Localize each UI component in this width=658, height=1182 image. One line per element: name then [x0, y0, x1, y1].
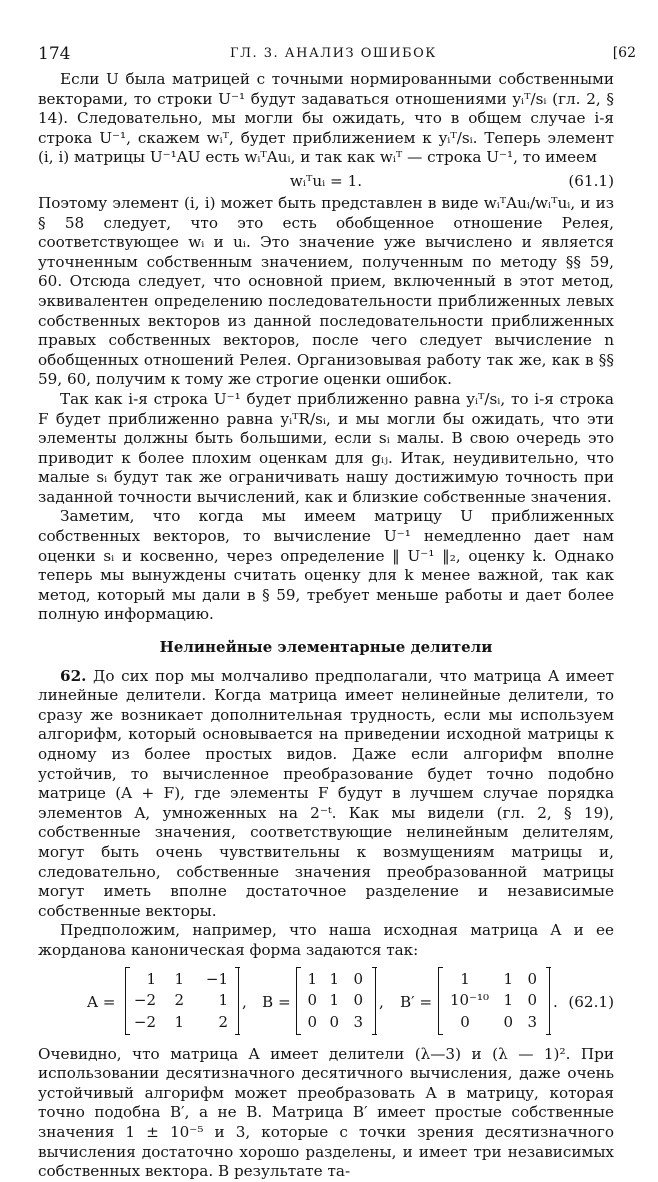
matrix-cell: 1	[218, 990, 228, 1009]
matrix-cell: 3	[527, 1012, 537, 1031]
matrix-cell: 1	[174, 969, 184, 988]
matrix-cell: 2	[174, 990, 184, 1009]
matrix-cell: 0	[353, 969, 363, 988]
equation-61-1	[38, 169, 614, 193]
matrix-cell: 1	[329, 969, 339, 988]
paragraph: Очевидно, что матрица A имеет делители (λ—3) и (λ — 1)². При использовании десятизначного десятичного вычисления, даже очень устойчивый алгорифм может преобразовать A в матрицу, которая точно подобна B′, а не B. Матрица B′ имеет простые собственные значения 1 ± 10⁻⁵ и 3, которые с точки зрения десятизначного вычисления достаточно хорошо разделены, и имеет три независимых собственных вектора. В результате та-	[38, 1044, 615, 1181]
matrix-A-label: A =	[87, 992, 116, 1011]
page-header	[38, 44, 636, 68]
paragraph	[38, 667, 614, 922]
matrix-cell: 0	[307, 1012, 317, 1031]
matrix-cell: 1	[307, 969, 317, 988]
matrix-A	[125, 967, 239, 1035]
section-heading: Нелинейные элементарные делители	[159, 638, 493, 657]
paragraph: Так как i-я строка U⁻¹ будет приближенно равна yᵢᵀ/sᵢ, то i-я строка F будет приближенно равна yᵢᵀR/sᵢ, и мы могли бы ожидать, что эти элементы должны быть большими, если sᵢ малы. В свою очередь это приводит к более плохим оценкам для gᵢⱼ. Итак, неудивительно, что малые sᵢ будут так же ограничивать нашу достижимую точность при заданной точности вычислений, как и близкие собственные значения.	[38, 389, 614, 506]
matrix-cell: 0	[307, 990, 317, 1009]
matrix-cell: 0	[527, 969, 537, 988]
paragraph-number: 62.	[60, 666, 87, 685]
matrix-cell: 0	[503, 1012, 513, 1031]
matrix-cell: 0	[329, 1012, 339, 1031]
matrix-equation-62-1	[38, 965, 614, 1041]
page-number: 174	[38, 44, 71, 64]
matrix-B	[296, 967, 376, 1035]
matrix-cell: 2	[218, 1012, 228, 1031]
matrix-Bprime-label: B′ =	[400, 992, 433, 1011]
matrix-cell: 0	[460, 1012, 470, 1031]
matrix-cell: 1	[329, 990, 339, 1009]
matrix-cell: 1	[146, 969, 156, 988]
matrix-cell: 1	[503, 990, 513, 1009]
matrix-Bprime	[438, 967, 550, 1035]
page-body	[38, 70, 614, 1182]
running-title: ГЛ. 3. АНАЛИЗ ОШИБОК	[230, 46, 437, 61]
equation-text: wᵢᵀuᵢ = 1.	[289, 171, 363, 190]
paragraph: Предположим, например, что наша исходная матрица A и ее жорданова каноническая форма задаются так:	[38, 921, 614, 959]
matrix-cell: 0	[527, 990, 537, 1009]
matrix-B-label: B =	[262, 992, 291, 1011]
matrix-cell: 1	[503, 969, 513, 988]
separator: ,	[242, 992, 247, 1011]
matrix-cell: −1	[205, 969, 228, 988]
equation-number: (61.1)	[568, 171, 614, 190]
matrix-cell: −2	[133, 1012, 156, 1031]
matrix-cell: 3	[353, 1012, 363, 1031]
matrix-cell: 1	[460, 969, 470, 988]
terminator: .	[553, 992, 558, 1011]
equation-number: (62.1)	[568, 992, 614, 1011]
matrix-cell: 10⁻¹⁰	[449, 990, 489, 1009]
paragraph-text: До сих пор мы молчаливо предполагали, что матрица A имеет линейные делители. Когда матрица имеет нелинейные делители, то сразу же возникает дополнительная трудность, если мы используем алгорифм, который основывается на приведении исходной матрицы к одному из более простых видов. Даже если алгорифм вполне устойчив, то вычисленное преобразование будет точно подобно матрице (A + F), где элементы F будут в лучшем случае порядка элементов A, умноженных на 2⁻ᵗ. Как мы видели (гл. 2, § 19), собственные значения, соответствующие нелинейным делителям, могут быть очень чувствительны к возмущениям матрицы и, следовательно, собственные значения преобразованной матрицы могут иметь вполне достаточное разделение и независимые собственные векторы.	[38, 666, 614, 920]
matrix-cell: −2	[133, 990, 156, 1009]
paragraph: Поэтому элемент (i, i) может быть представлен в виде wᵢᵀAuᵢ/wᵢᵀuᵢ, и из § 58 следует, что это есть обобщенное отношение Релея, соответствующее wᵢ и uᵢ. Это значение уже вычислено и является уточненным собственным значением, полученным по методу §§ 59, 60. Отсюда следует, что основной прием, включенный в этот метод, эквивалентен определению последовательности приближенных левых собственных векторов из данной последовательности приближенных правых собственных векторов, после чего следует вычисление n обобщенных отношений Релея. Организовывая работу так же, как в §§ 59, 60, получим к тому же строгие оценки ошибок.	[38, 193, 614, 389]
paragraph: Заметим, что когда мы имеем матрицу U приближенных собственных векторов, то вычисление U⁻¹ немедленно дает нам оценки sᵢ и косвенно, через определение ‖ U⁻¹ ‖₂, оценку k. Однако теперь мы вынуждены считать оценку для k менее важной, так как метод, который мы дали в § 59, требует меньше работы и дает более полную информацию.	[38, 507, 614, 624]
section-marker: [62	[612, 45, 636, 61]
matrix-cell: 1	[174, 1012, 184, 1031]
separator: ,	[379, 992, 384, 1011]
paragraph: Если U была матрицей с точными нормированными собственными векторами, то строки U⁻¹ будут задаваться отношениями yᵢᵀ/sᵢ (гл. 2, § 14). Следовательно, мы могли бы ожидать, что в общем случае i-я строка U⁻¹, скажем wᵢᵀ, будет приближением к yᵢᵀ/sᵢ. Теперь элемент (i, i) матрицы U⁻¹AU есть wᵢᵀAuᵢ, и так как wᵢᵀ — строка U⁻¹, то имеем	[38, 70, 614, 167]
matrix-cell: 0	[353, 990, 363, 1009]
